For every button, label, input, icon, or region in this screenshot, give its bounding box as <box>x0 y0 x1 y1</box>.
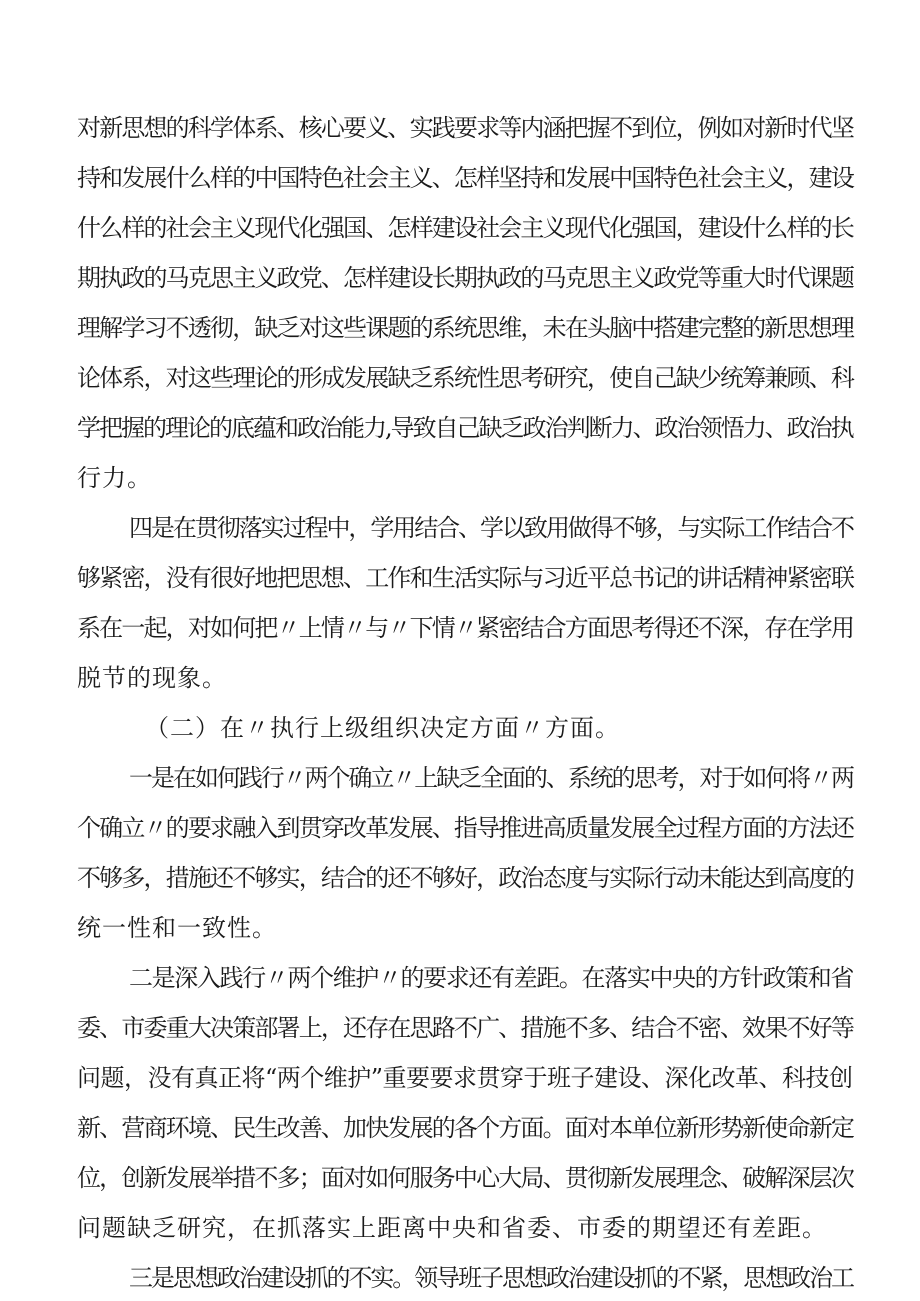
text-line: 问题，没有真正将“两个维护”重要要求贯穿于班子建设、深化改革、科技创 <box>77 1064 853 1092</box>
text-line: 统一性和一致性。 <box>77 914 277 942</box>
text-line: 委、市委重大决策部署上，还存在思路不广、措施不多、结合不密、效果不好等 <box>77 1014 853 1042</box>
text-line: 脱节的现象。 <box>77 664 227 692</box>
text-line: 三是思想政治建设抓的不实。领导班子思想政治建设抓的不紧，思想政治工 <box>129 1264 853 1292</box>
text-line: 个确立〃的要求融入到贯穿改革发展、指导推进高质量发展全过程方面的方法还 <box>77 814 853 842</box>
text-line: 够紧密，没有很好地把思想、工作和生活实际与习近平总书记的讲话精神紧密联 <box>77 564 853 592</box>
text-line: 理解学习不透彻，缺乏对这些课题的系统思维，未在头脑中搭建完整的新思想理 <box>77 314 853 342</box>
text-line: 学把握的理论的底蕴和政治能力,导致自己缺乏政治判断力、政治领悟力、政治执 <box>77 414 853 442</box>
text-line: 行力。 <box>77 464 152 492</box>
text-line: 位，创新发展举措不多；面对如何服务中心大局、贯彻新发展理念、破解深层次 <box>77 1164 853 1192</box>
text-line: 系在一起，对如何把〃上情〃与〃下情〃紧密结合方面思考得还不深，存在学用 <box>77 614 853 642</box>
text-line: 持和发展什么样的中国特色社会主义、怎样坚持和发展中国特色社会主义，建设 <box>77 164 853 192</box>
text-line: 不够多，措施还不够实，结合的还不够好，政治态度与实际行动未能达到高度的 <box>77 864 853 892</box>
text-line: 对新思想的科学体系、核心要义、实践要求等内涵把握不到位，例如对新时代坚 <box>77 114 853 142</box>
text-line: 四是在贯彻落实过程中，学用结合、学以致用做得不够，与实际工作结合不 <box>129 514 853 542</box>
text-line: 问题缺乏研究，在抓落实上距离中央和省委、市委的期望还有差距。 <box>77 1214 827 1242</box>
text-line: 二是深入践行〃两个维护〃的要求还有差距。在落实中央的方针政策和省 <box>129 964 853 992</box>
text-line: 论体系，对这些理论的形成发展缺乏系统性思考研究，使自己缺少统筹兼顾、科 <box>77 364 853 392</box>
section-heading: （二）在〃执行上级组织决定方面〃方面。 <box>145 714 620 742</box>
text-line: 什么样的社会主义现代化强国、怎样建设社会主义现代化强国，建设什么样的长 <box>77 214 853 242</box>
text-line: 期执政的马克思主义政党、怎样建设长期执政的马克思主义政党等重大时代课题 <box>77 264 853 292</box>
text-line: 一是在如何践行〃两个确立〃上缺乏全面的、系统的思考，对于如何将〃两 <box>129 764 853 792</box>
text-line: 新、营商环境、民生改善、加快发展的各个方面。面对本单位新形势新使命新定 <box>77 1114 853 1142</box>
